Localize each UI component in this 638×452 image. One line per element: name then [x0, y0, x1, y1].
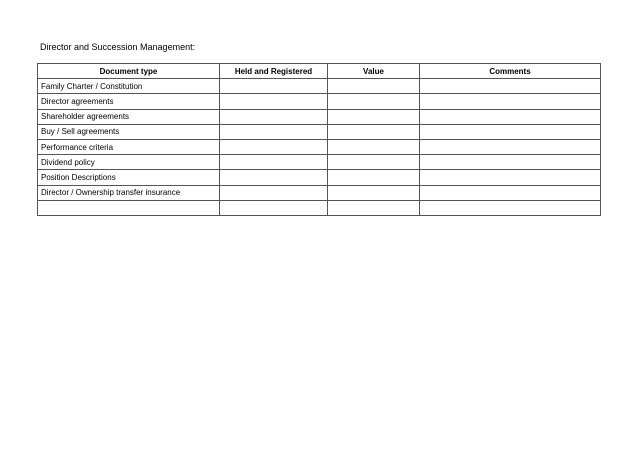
document-type-cell: Shareholder agreements [38, 109, 220, 124]
header-held-and-registered: Held and Registered [220, 64, 328, 79]
table-row [38, 170, 601, 185]
value-cell [328, 109, 420, 124]
held-registered-cell [220, 185, 328, 200]
held-registered-cell [220, 200, 328, 215]
value-cell [328, 79, 420, 94]
value-cell [328, 124, 420, 139]
value-cell [328, 200, 420, 215]
held-registered-cell [220, 94, 328, 109]
document-type-cell [38, 200, 220, 215]
comments-cell [420, 155, 601, 170]
value-cell [328, 139, 420, 154]
table-row [38, 185, 601, 200]
document-type-cell: Director / Ownership transfer insurance [38, 185, 220, 200]
table-row [38, 155, 601, 170]
value-cell [328, 155, 420, 170]
held-registered-cell [220, 139, 328, 154]
header-value: Value [328, 64, 420, 79]
header-comments: Comments [420, 64, 601, 79]
comments-cell [420, 79, 601, 94]
held-registered-cell [220, 109, 328, 124]
comments-cell [420, 94, 601, 109]
table-row [38, 124, 601, 139]
table-row [38, 79, 601, 94]
document-type-cell: Dividend policy [38, 155, 220, 170]
document-type-cell: Performance criteria [38, 139, 220, 154]
value-cell [328, 94, 420, 109]
header-document-type: Document type [38, 64, 220, 79]
comments-cell [420, 170, 601, 185]
comments-cell [420, 139, 601, 154]
document-type-cell: Position Descriptions [38, 170, 220, 185]
table-row-empty [38, 200, 601, 215]
held-registered-cell [220, 155, 328, 170]
value-cell [328, 185, 420, 200]
document-type-cell: Director agreements [38, 94, 220, 109]
document-type-cell: Buy / Sell agreements [38, 124, 220, 139]
comments-cell [420, 124, 601, 139]
section-title: Director and Succession Management: [40, 42, 196, 52]
document-type-cell: Family Charter / Constitution [38, 79, 220, 94]
table-row [38, 139, 601, 154]
document-table [37, 63, 601, 216]
held-registered-cell [220, 124, 328, 139]
held-registered-cell [220, 170, 328, 185]
table-row [38, 109, 601, 124]
table-row [38, 94, 601, 109]
held-registered-cell [220, 79, 328, 94]
comments-cell [420, 200, 601, 215]
table-header-row [38, 64, 601, 79]
value-cell [328, 170, 420, 185]
comments-cell [420, 185, 601, 200]
comments-cell [420, 109, 601, 124]
